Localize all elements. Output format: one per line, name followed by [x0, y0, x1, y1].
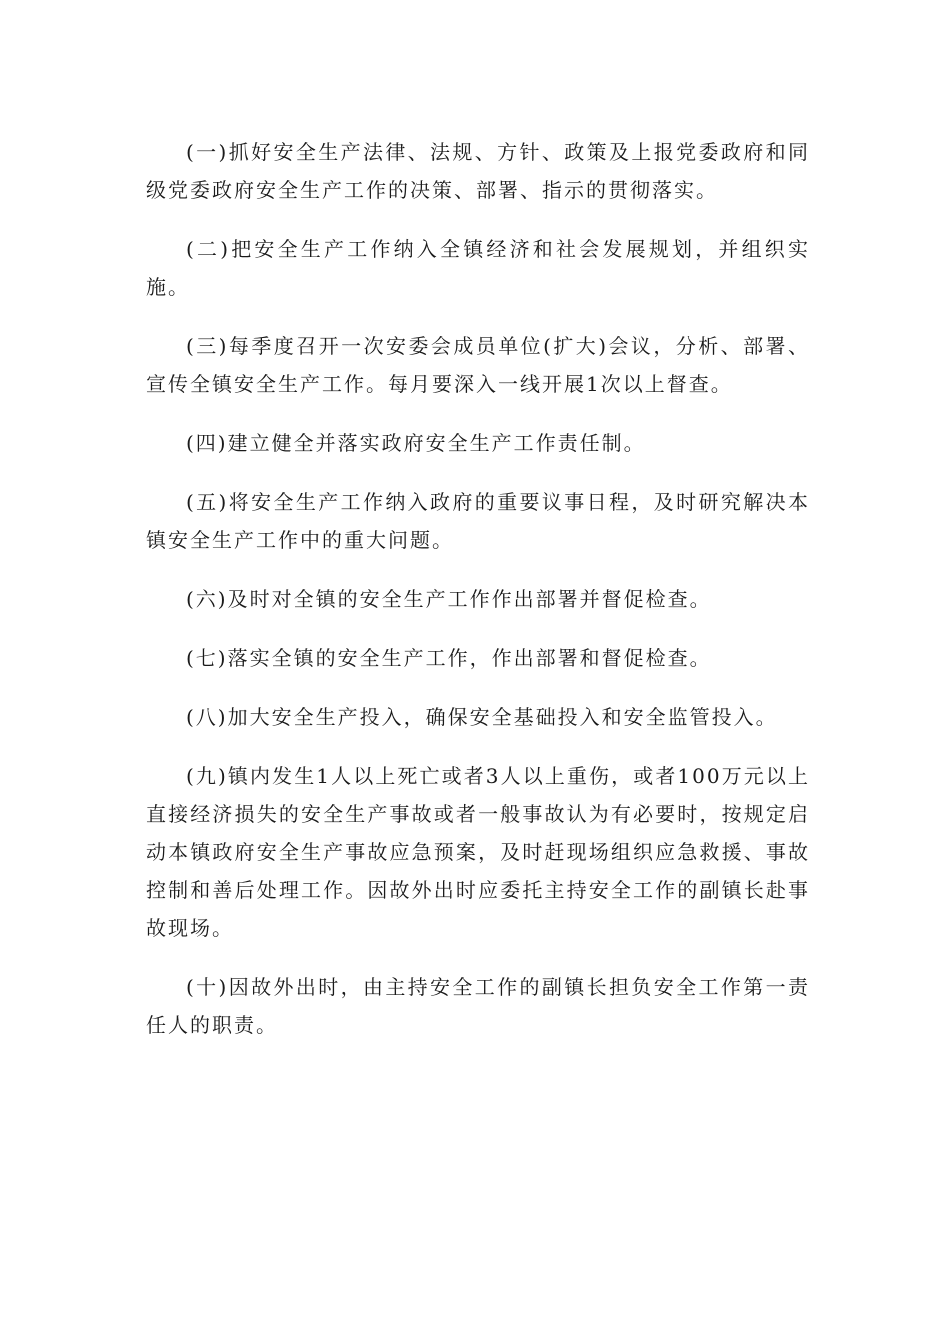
- paragraph-10: (十)因故外出时，由主持安全工作的副镇长担负安全工作第一责任人的职责。: [146, 975, 810, 1037]
- paragraph-2: (二)把安全生产工作纳入全镇经济和社会发展规划，并组织实施。: [146, 237, 810, 299]
- paragraph-9: (九)镇内发生1人以上死亡或者3人以上重伤，或者100万元以上直接经济损失的安全生产事故或者一般事故认为有必要时，按规定启动本镇政府安全生产事故应急预案，及时赶现场组织应急救援、事故控制和善后处理工作。因故外出时应委托主持安全工作的副镇长赴事故现场。: [146, 764, 810, 940]
- paragraph-3: (三)每季度召开一次安委会成员单位(扩大)会议，分析、部署、宣传全镇安全生产工作。每月要深入一线开展1次以上督查。: [146, 334, 810, 396]
- paragraph-5: (五)将安全生产工作纳入政府的重要议事日程，及时研究解决本镇安全生产工作中的重大问题。: [146, 490, 810, 552]
- paragraph-6: (六)及时对全镇的安全生产工作作出部署并督促检查。: [186, 587, 712, 611]
- paragraph-7: (七)落实全镇的安全生产工作，作出部署和督促检查。: [186, 646, 712, 670]
- paragraph-8: (八)加大安全生产投入，确保安全基础投入和安全监管投入。: [186, 705, 778, 729]
- paragraph-4: (四)建立健全并落实政府安全生产工作责任制。: [186, 431, 646, 455]
- document-body: [146, 133, 810, 1065]
- paragraph-1: (一)抓好安全生产法律、法规、方针、政策及上报党委政府和同级党委政府安全生产工作的决策、部署、指示的贯彻落实。: [146, 140, 810, 202]
